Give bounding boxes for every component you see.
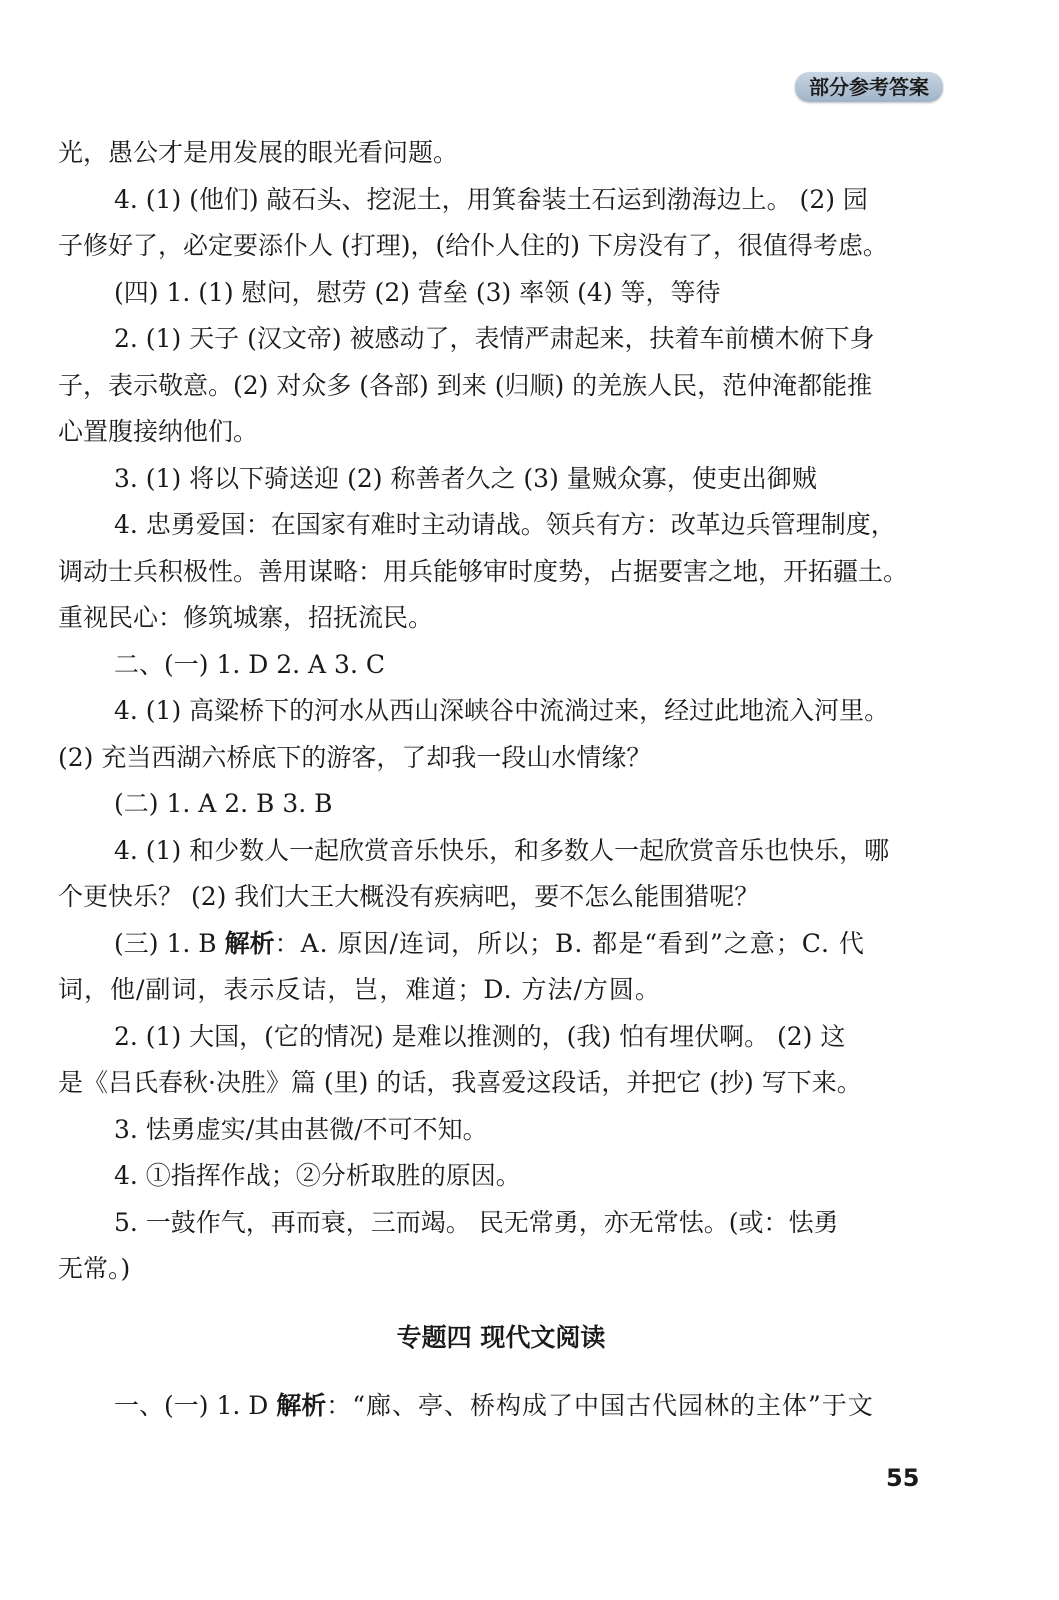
analysis-text: ：A. 原因/连词，所以；B. 都是“看到”之意；C. 代 — [274, 928, 865, 958]
answer-line: 重视民心：修筑城寨，招抚流民。 — [58, 603, 434, 632]
answer-line: 光，愚公才是用发展的眼光看问题。 — [58, 138, 459, 167]
answer-line: 调动士兵积极性。善用谋略：用兵能够审时度势，占据要害之地，开拓疆土。 — [58, 556, 909, 586]
answer-line: 个更快乐？ (2) 我们大王大概没有疾病吧，要不怎么能围猎呢？ — [58, 882, 760, 911]
answer-line: 3. (1) 将以下骑送迎 (2) 称善者久之 (3) 量贼众寡，使吏出御贼 — [114, 463, 817, 493]
section-heading: 专题四 现代文阅读 — [396, 1322, 606, 1352]
answer-line — [58, 1383, 944, 1430]
answer-line: 4. ①指挥作战；②分析取胜的原因。 — [114, 1161, 521, 1190]
answer-line: 是《吕氏春秋·决胜》篇 (里) 的话，我喜爱这段话，并把它 (抄) 写下来。 — [58, 1068, 862, 1097]
analysis-label: 解析 — [224, 928, 275, 958]
analysis-text: ：“廊、亭、桥构成了中国古代园林的主体”于文 — [326, 1390, 874, 1420]
answer-line: 3. 怯勇虚实/其由甚微/不可不知。 — [114, 1114, 488, 1144]
answer-line: 2. (1) 天子 (汉文帝) 被感动了，表情严肃起来，扶着车前横木俯下身 — [114, 324, 875, 353]
answer-line: 2. (1) 大国，(它的情况) 是难以推测的，(我) 怕有埋伏啊。 (2) 这 — [114, 1021, 846, 1051]
answer-line: 心置腹接纳他们。 — [58, 417, 259, 446]
answer-line: 4. (1) (他们) 敲石头、挖泥土，用箕畚装土石运到渤海边上。 (2) 园 — [114, 184, 868, 214]
page-number: 55 — [886, 1464, 920, 1492]
answer-line: 子修好了，必定要添仆人 (打理)，(给仆人住的) 下房没有了，很值得考虑。 — [58, 231, 888, 260]
answer-line: (四) 1. (1) 慰问，慰劳 (2) 营垒 (3) 率领 (4) 等，等待 — [114, 277, 721, 307]
answer-content — [58, 130, 944, 1429]
answer-prefix: 一、(一) 1. D — [114, 1390, 277, 1420]
answer-line: 4. (1) 高粱桥下的河水从西山深峡谷中流淌过来，经过此地流入河里。 — [114, 696, 890, 725]
answer-line — [58, 921, 944, 968]
analysis-label: 解析 — [276, 1390, 327, 1420]
answer-line: 词，他/副词，表示反诘，岂，难道；D. 方法/方圆。 — [58, 975, 661, 1004]
answer-line: 5. 一鼓作气，再而衰，三而竭。 民无常勇，亦无常怯。(或：怯勇 — [114, 1207, 839, 1237]
answer-line: 无常。) — [58, 1254, 131, 1283]
answer-line: (二) 1. A 2. B 3. B — [114, 789, 333, 818]
answer-line: 子，表示敬意。(2) 对众多 (各部) 到来 (归顺) 的羌族人民，范仲淹都能推 — [58, 370, 873, 400]
answer-line: 二、(一) 1. D 2. A 3. C — [114, 649, 385, 679]
answer-prefix: (三) 1. B — [114, 928, 225, 958]
answer-line: (2) 充当西湖六桥底下的游客，了却我一段山水情缘？ — [58, 742, 652, 772]
answer-line: 4. (1) 和少数人一起欣赏音乐快乐，和多数人一起欣赏音乐也快乐，哪 — [114, 835, 890, 865]
section-tag: 部分参考答案 — [795, 72, 943, 102]
answer-line: 4. 忠勇爱国：在国家有难时主动请战。领兵有方：改革边兵管理制度， — [114, 510, 896, 539]
